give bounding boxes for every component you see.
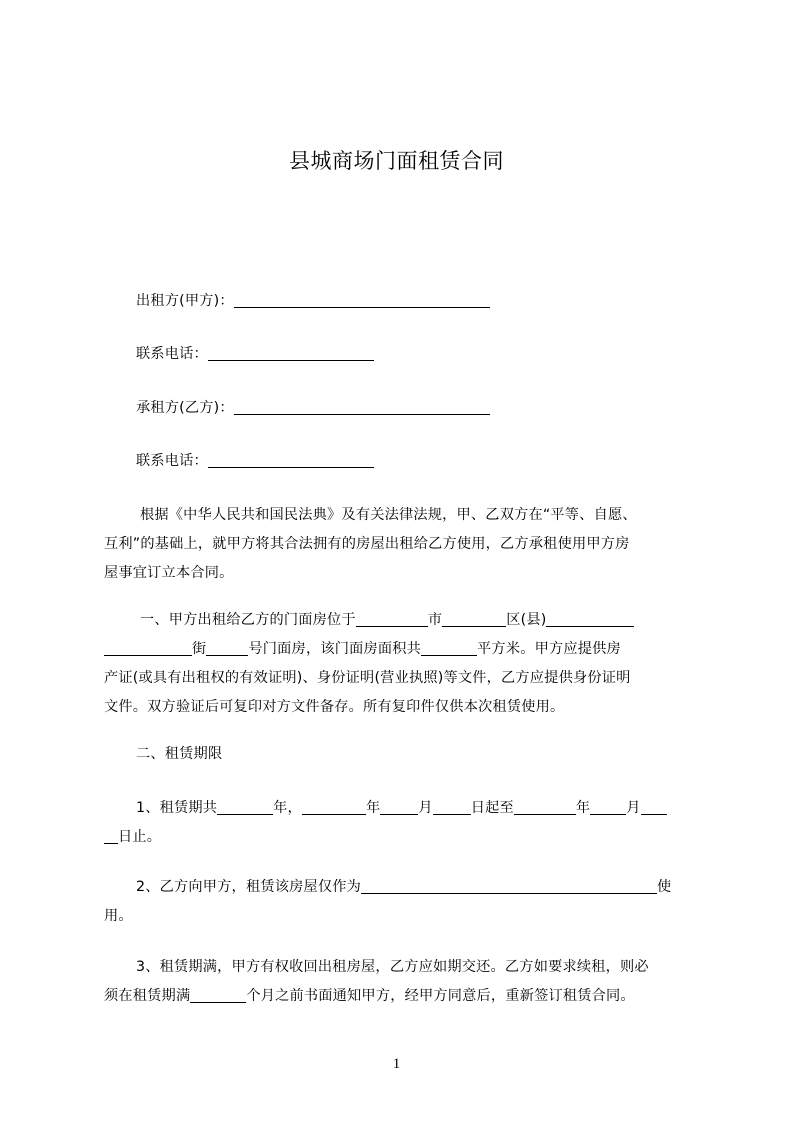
lessor-line	[136, 287, 732, 316]
section-2-heading: 二、租赁期限	[136, 746, 223, 762]
term-1-text-h: 日止。	[118, 829, 162, 845]
clause-1-text-e: 号门面房，该门面房面积共	[248, 641, 422, 657]
term-1-text-a: 1、租赁期共	[136, 800, 218, 816]
street-blank[interactable]	[104, 640, 192, 656]
term-1-text-c: 年	[365, 800, 381, 816]
area-blank[interactable]	[421, 640, 477, 656]
lessee-phone-line	[136, 447, 732, 476]
lessor-phone-label: 联系电话：	[136, 346, 208, 362]
intro-line-2: 互利”的基础上，就甲方将其合法拥有的房屋出租给乙方使用，乙方承租使用甲方房	[104, 536, 630, 552]
lessee-blank[interactable]	[234, 399, 490, 415]
term-2-line-1	[104, 873, 700, 902]
term-1-line-1	[104, 794, 700, 823]
end-day-blank-part-1[interactable]	[641, 799, 667, 815]
start-year-blank[interactable]	[302, 799, 366, 815]
intro-paragraph	[104, 501, 700, 588]
address-blank-1[interactable]	[546, 611, 634, 627]
term-1-line-2	[104, 823, 700, 852]
clause-1-line-2	[104, 635, 700, 664]
term-3-text-b: 个月之前书面通知甲方，经甲方同意后，重新签订租赁合同。	[246, 988, 635, 1004]
term-3	[104, 953, 700, 1011]
notice-months-blank[interactable]	[190, 987, 246, 1003]
term-2-line-2: 用。	[104, 908, 133, 924]
term-1-text-d: 月	[418, 800, 433, 816]
usage-purpose-blank[interactable]	[361, 878, 657, 894]
lessor-phone-line	[136, 340, 732, 369]
clause-1-text-f: 平方米。甲方应提供房	[477, 641, 621, 657]
start-day-blank[interactable]	[433, 799, 471, 815]
lessee-line	[136, 394, 732, 423]
district-blank[interactable]	[442, 611, 506, 627]
clause-1	[104, 606, 700, 722]
term-2-text-b: 使	[657, 879, 672, 895]
term-1-text-f: 年	[575, 800, 591, 816]
start-month-blank[interactable]	[380, 799, 418, 815]
contract-title: 县城商场门面租赁合同	[289, 149, 504, 173]
city-blank[interactable]	[356, 611, 428, 627]
lease-years-blank[interactable]	[217, 799, 273, 815]
intro-line-3: 屋事宜订立本合同。	[104, 565, 234, 581]
term-1-text-g: 月	[626, 800, 641, 816]
page-number: 1	[392, 1056, 401, 1072]
lessor-label: 出租方(甲方)：	[136, 293, 234, 309]
clause-1-text-b: 市	[427, 612, 443, 628]
term-1-text-e: 日起至	[470, 800, 514, 816]
end-year-blank[interactable]	[514, 799, 576, 815]
clause-1-text-d: 街	[192, 641, 207, 657]
lessor-phone-blank[interactable]	[208, 345, 374, 361]
clause-1-text-c: 区(县)	[506, 612, 547, 628]
lessee-phone-blank[interactable]	[208, 452, 374, 468]
house-number-blank[interactable]	[206, 640, 248, 656]
lessee-label: 承租方(乙方)：	[136, 400, 234, 416]
term-2-text-a: 2、乙方向甲方，租赁该房屋仅作为	[136, 879, 362, 895]
clause-1-line-4: 文件。双方验证后可复印对方文件备存。所有复印件仅供本次租赁使用。	[104, 699, 565, 715]
lessee-phone-label: 联系电话：	[136, 453, 208, 469]
term-3-line-1: 3、租赁期满，甲方有权收回出租房屋，乙方应如期交还。乙方如要求续租，则必	[136, 959, 649, 975]
term-1-text-b: 年，	[273, 800, 302, 816]
end-month-blank[interactable]	[590, 799, 626, 815]
intro-line-1: 根据《中华人民共和国民法典》及有关法律法规，甲、乙双方在“平等、自愿、	[140, 507, 637, 523]
clause-1-line-3: 产证(或具有出租权的有效证明)、身份证明(营业执照)等文件，乙方应提供身份证明	[104, 670, 631, 686]
term-3-line-2	[104, 982, 700, 1011]
clause-1-text-a: 一、甲方出租给乙方的门面房位于	[140, 612, 356, 628]
term-3-text-a: 须在租赁期满	[104, 988, 191, 1004]
clause-1-line-1	[104, 606, 700, 635]
end-day-blank-part-2[interactable]	[104, 828, 118, 844]
lessor-blank[interactable]	[234, 292, 490, 308]
term-1	[104, 794, 700, 852]
term-2	[104, 873, 700, 931]
